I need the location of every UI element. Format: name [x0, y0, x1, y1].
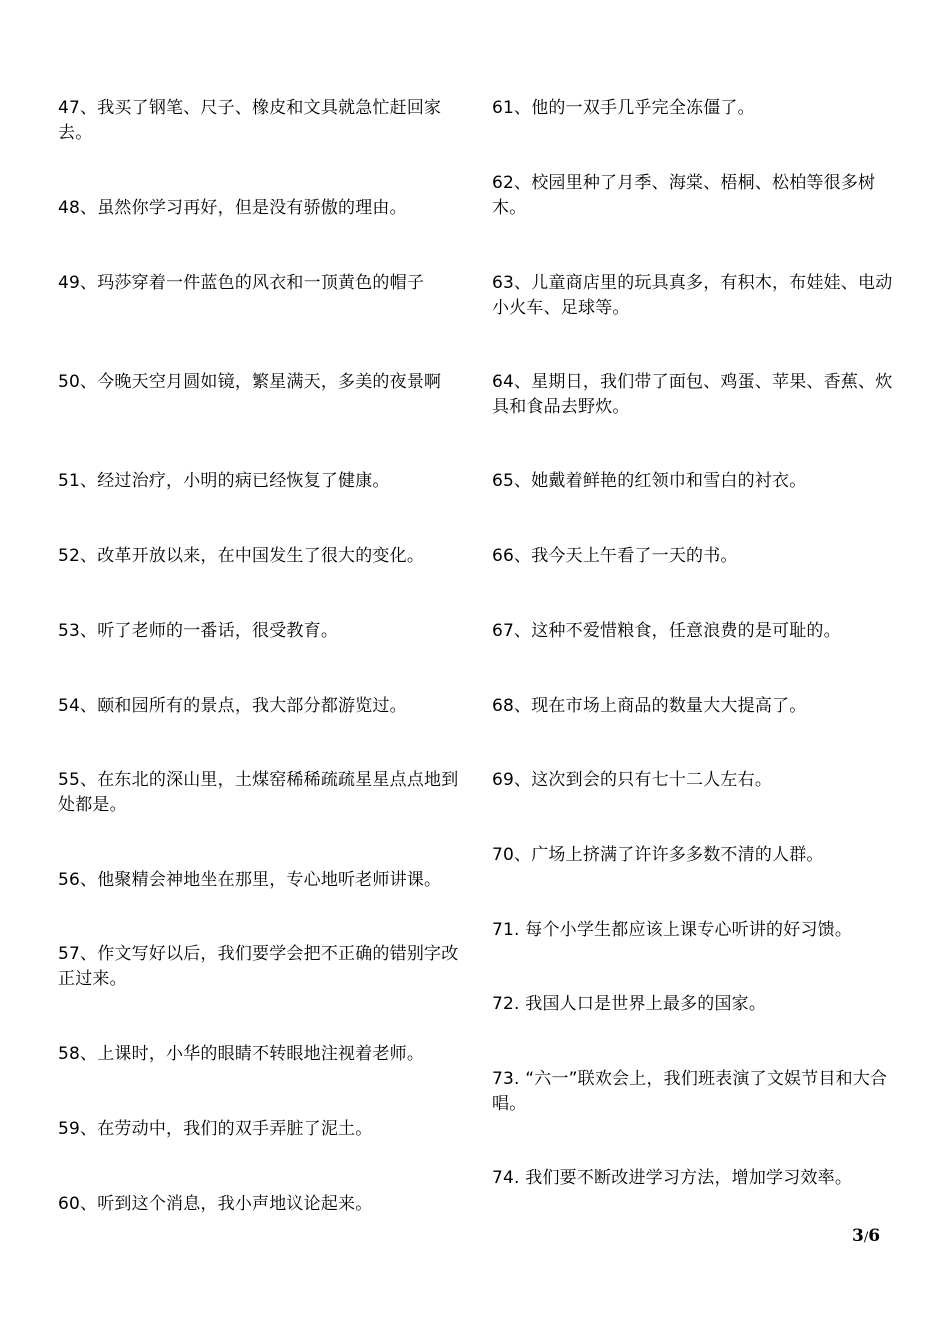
sentence-57: 57、作文写好以后，我们要学会把不正确的错别字改正过来。 [58, 944, 459, 989]
sentence-66: 66、我今天上午看了一天的书。 [492, 546, 738, 566]
sentence-64: 64、星期日，我们带了面包、鸡蛋、苹果、香蕉、炊具和食品去野炊。 [492, 372, 893, 417]
sentence-53: 53、听了老师的一番话，很受教育。 [58, 621, 339, 641]
sentence-56: 56、他聚精会神地坐在那里，专心地听老师讲课。 [58, 870, 442, 890]
sentence-50: 50、今晚天空月圆如镜，繁星满天，多美的夜景啊 [58, 372, 442, 392]
sentence-69: 69、这次到会的只有七十二人左右。 [492, 770, 773, 790]
sentence-71: 71. 每个小学生都应该上课专心听讲的好习馈。 [492, 920, 853, 940]
sentence-52: 52、改革开放以来，在中国发生了很大的变化。 [58, 546, 425, 566]
sentence-49: 49、玛莎穿着一件蓝色的风衣和一顶黄色的帽子 [58, 273, 425, 293]
sentence-73: 73. “六一”联欢会上，我们班表演了文娱节目和大合唱。 [492, 1069, 888, 1114]
page-separator: / [863, 1230, 869, 1245]
sentence-61: 61、他的一双手几乎完全冻僵了。 [492, 98, 755, 118]
sentence-70: 70、广场上挤满了许许多多数不清的人群。 [492, 845, 824, 865]
sentence-54: 54、颐和园所有的景点，我大部分都游览过。 [58, 696, 407, 716]
sentence-63: 63、儿童商店里的玩具真多，有积木，布娃娃、电动小火车、足球等。 [492, 273, 893, 318]
sentence-51: 51、经过治疗，小明的病已经恢复了健康。 [58, 471, 390, 491]
sentence-65: 65、她戴着鲜艳的红领巾和雪白的衬衣。 [492, 471, 807, 491]
sentence-60: 60、听到这个消息，我小声地议论起来。 [58, 1194, 373, 1214]
sentence-58: 58、上课时，小华的眼睛不转眼地注视着老师。 [58, 1044, 425, 1064]
sentence-62: 62、校园里种了月季、海棠、梧桐、松柏等很多树木。 [492, 173, 876, 218]
sentence-48: 48、虽然你学习再好，但是没有骄傲的理由。 [58, 198, 407, 218]
sentence-55: 55、在东北的深山里，土煤窑稀稀疏疏星星点点地到处都是。 [58, 770, 459, 815]
sentence-68: 68、现在市场上商品的数量大大提高了。 [492, 696, 807, 716]
page-current: 3 [852, 1226, 864, 1246]
page-number [852, 1226, 880, 1246]
sentence-74: 74. 我们要不断改进学习方法，增加学习效率。 [492, 1168, 853, 1188]
sentence-59: 59、在劳动中，我们的双手弄脏了泥土。 [58, 1119, 373, 1139]
sentence-72: 72. 我国人口是世界上最多的国家。 [492, 994, 767, 1014]
sentence-47: 47、我买了钢笔、尺子、橡皮和文具就急忙赶回家去。 [58, 98, 442, 143]
sentence-67: 67、这种不爱惜粮食，任意浪费的是可耻的。 [492, 621, 841, 641]
page-total: 6 [868, 1226, 881, 1246]
